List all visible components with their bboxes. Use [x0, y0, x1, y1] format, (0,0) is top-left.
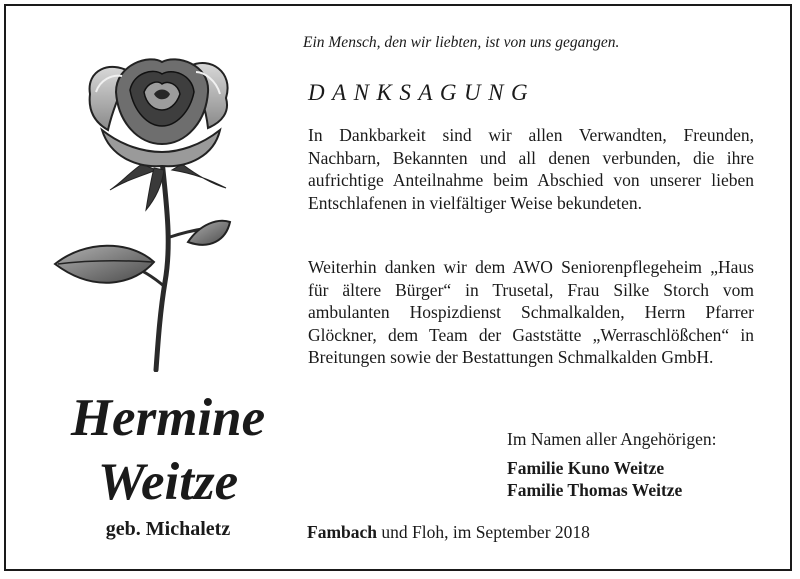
deceased-first-name: Hermine: [70, 389, 266, 447]
place-and-date: [307, 522, 590, 543]
rose-icon: [50, 52, 280, 372]
heading: DANKSAGUNG: [308, 80, 536, 105]
on-behalf-line: Im Namen aller Angehörigen:: [507, 429, 717, 449]
motto: Ein Mensch, den wir liebten, ist von uns gegangen.: [303, 34, 620, 51]
thanks-paragraph-1: In Dankbarkeit sind wir allen Verwandten, Freunden, Nachbarn, Bekannten und all denen verbunden, die ihre aufrichtige Anteilnahme beim Abschied von unserer lieben Entschlafenen in vielfältiger Weise bekundeten.: [308, 125, 754, 213]
place-date-rest: und Floh, im September 2018: [377, 522, 590, 542]
family-signature-2: Familie Thomas Weitze: [507, 480, 683, 500]
deceased-last-name: Weitze: [97, 453, 239, 511]
place-name: Fambach: [307, 522, 377, 542]
family-signature-1: Familie Kuno Weitze: [507, 458, 665, 478]
thanks-paragraph-2: Weiterhin danken wir dem AWO Seniorenpflegeheim „Haus für ältere Bürger“ in Trusetal, Frau Silke Storch vom ambulanten Hospizdienst Schmalkalden, Herrn Pfarrer Glöckner, dem Team der Gaststätte „Werraschlößchen“ in Breitungen sowie der Bestattungen Schmalkalden GmbH.: [308, 257, 754, 367]
maiden-name: geb. Michaletz: [105, 518, 231, 540]
